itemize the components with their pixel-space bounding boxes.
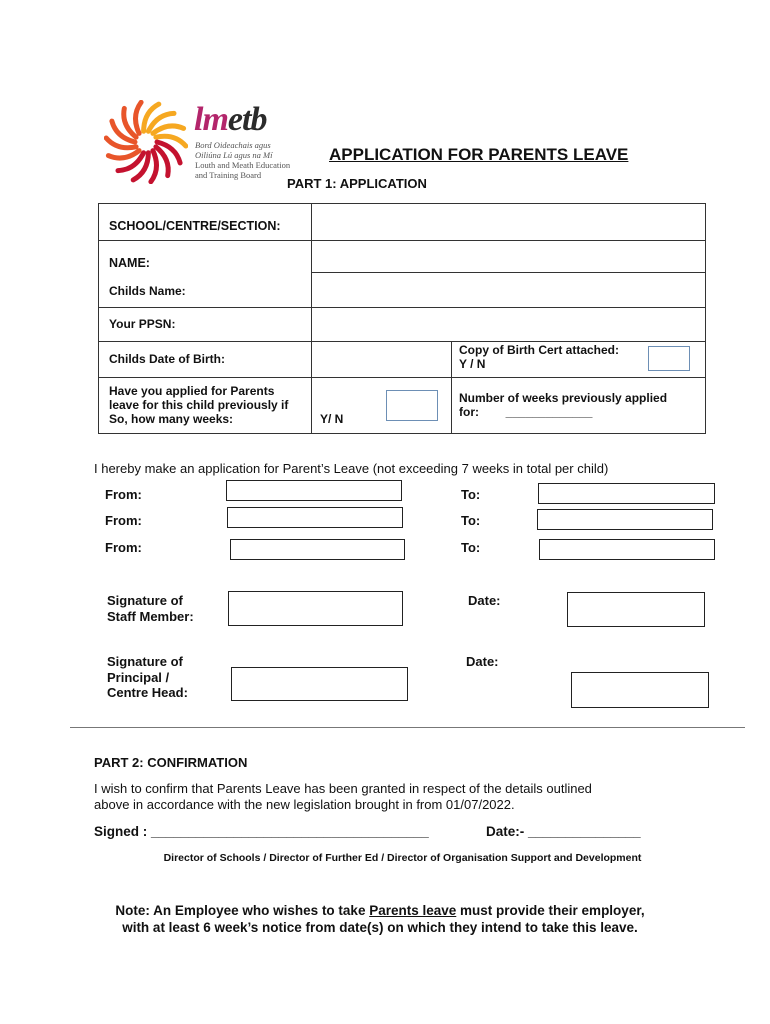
name-field[interactable] (312, 241, 705, 272)
note-parents-leave: Parents leave (369, 903, 457, 918)
confirmation-line-1: I wish to confirm that Parents Leave has been granted in respect of the details outlined (94, 781, 592, 796)
applied-line-1: Have you applied for Parents (109, 384, 275, 398)
to-label-2: To: (461, 513, 481, 528)
logo-irish-line-1: Bord Oideachais agus (195, 140, 271, 150)
note-prefix: Note: An Employee who wishes to take (115, 903, 370, 918)
staff-signature-line-1: Signature of (107, 593, 183, 608)
weeks-for-label: for: (459, 405, 479, 419)
from-label-1: From: (105, 487, 142, 502)
ppsn-label: Your PPSN: (109, 317, 176, 331)
sun-ray (151, 151, 157, 182)
name-label: NAME: (109, 256, 150, 270)
director-titles: Director of Schools / Director of Further Ed / Director of Organisation Support and Development (163, 852, 642, 864)
confirmation-text (94, 781, 694, 813)
to-label-3: To: (461, 540, 481, 555)
from-label-2: From: (105, 513, 142, 528)
logo-english-line-2: and Training Board (195, 170, 262, 180)
part1-heading: PART 1: APPLICATION (287, 176, 427, 191)
principal-signature-line-3: Centre Head: (107, 685, 188, 700)
confirmation-line-2: above in accordance with the new legislation brought in from 01/07/2022. (94, 797, 515, 812)
note-line-2: with at least 6 week’s notice from date(s) on which they intend to take this leave. (122, 920, 638, 935)
staff-signature-input[interactable] (228, 591, 403, 626)
part2-heading: PART 2: CONFIRMATION (94, 755, 248, 770)
staff-date-label: Date: (468, 593, 501, 608)
section-divider (70, 727, 745, 728)
weeks-previously-label (459, 391, 667, 419)
weeks-line-1: Number of weeks previously applied (459, 391, 668, 405)
wordmark-lm: lm (194, 101, 228, 138)
wordmark-etb: etb (227, 101, 267, 138)
weeks-line-2 (459, 405, 667, 419)
note-suffix: must provide their employer, (456, 903, 645, 918)
signed-line[interactable]: Signed : _____________________________________ (94, 824, 429, 839)
childs-name-field[interactable] (312, 273, 705, 307)
to-date-input-3[interactable] (539, 539, 715, 560)
applied-line-2: leave for this child previously if (109, 398, 289, 412)
to-date-input-1[interactable] (538, 483, 715, 504)
applied-line-3: So, how many weeks: (109, 412, 234, 426)
application-intro: I hereby make an application for Parent’s Leave (not exceeding 7 weeks in total per child) (94, 461, 609, 476)
note-line-1 (80, 902, 680, 919)
birth-cert-yn: Y / N (459, 357, 486, 371)
birth-cert-line-1: Copy of Birth Cert attached: (459, 343, 620, 357)
sun-ray (153, 126, 184, 133)
child-dob-label: Childs Date of Birth: (109, 352, 225, 366)
principal-signature-label (107, 654, 188, 701)
to-date-input-2[interactable] (537, 509, 713, 530)
to-label-1: To: (461, 487, 481, 502)
sun-ray (108, 151, 139, 158)
school-centre-label: SCHOOL/CENTRE/SECTION: (109, 219, 281, 233)
principal-signature-line-2: Principal / (107, 669, 170, 685)
logo-irish-name (195, 140, 272, 160)
table-column-divider (451, 341, 452, 433)
birth-cert-label (459, 343, 619, 371)
ppsn-field[interactable] (312, 308, 705, 341)
principal-date-input[interactable] (571, 672, 709, 708)
form-title: APPLICATION FOR PARENTS LEAVE (329, 145, 629, 164)
logo-english-name (195, 160, 290, 180)
staff-date-input[interactable] (567, 592, 705, 627)
sun-ray (135, 102, 141, 133)
principal-date-label: Date: (466, 654, 499, 669)
birth-cert-input[interactable] (648, 346, 690, 371)
lmetb-wordmark (194, 100, 266, 140)
applied-previously-yn: Y/ N (320, 412, 344, 426)
logo-irish-line-2: Oiliúna Lú agus na Mí (195, 150, 273, 160)
principal-signature-line-1: Signature of (107, 654, 183, 669)
from-date-input-2[interactable] (227, 507, 403, 528)
principal-signature-input[interactable] (231, 667, 408, 701)
confirmation-date-line[interactable]: Date:- _______________ (486, 824, 641, 839)
staff-signature-label (107, 593, 194, 624)
staff-signature-line-2: Staff Member: (107, 608, 194, 624)
school-centre-field[interactable] (312, 204, 705, 240)
applied-previously-label (109, 384, 288, 426)
weeks-blank: _____________ (505, 405, 593, 419)
from-date-input-1[interactable] (226, 480, 402, 501)
applied-previously-input[interactable] (386, 390, 438, 421)
employee-note (80, 902, 680, 936)
table-row-divider (99, 377, 705, 378)
lmetb-sun-logo-icon (104, 100, 188, 184)
from-label-3: From: (105, 540, 142, 555)
from-date-input-3[interactable] (230, 539, 405, 560)
application-details-table (98, 203, 706, 434)
logo-english-line-1: Louth and Meath Education (195, 160, 291, 170)
child-dob-field[interactable] (312, 342, 451, 377)
childs-name-label: Childs Name: (109, 284, 186, 298)
